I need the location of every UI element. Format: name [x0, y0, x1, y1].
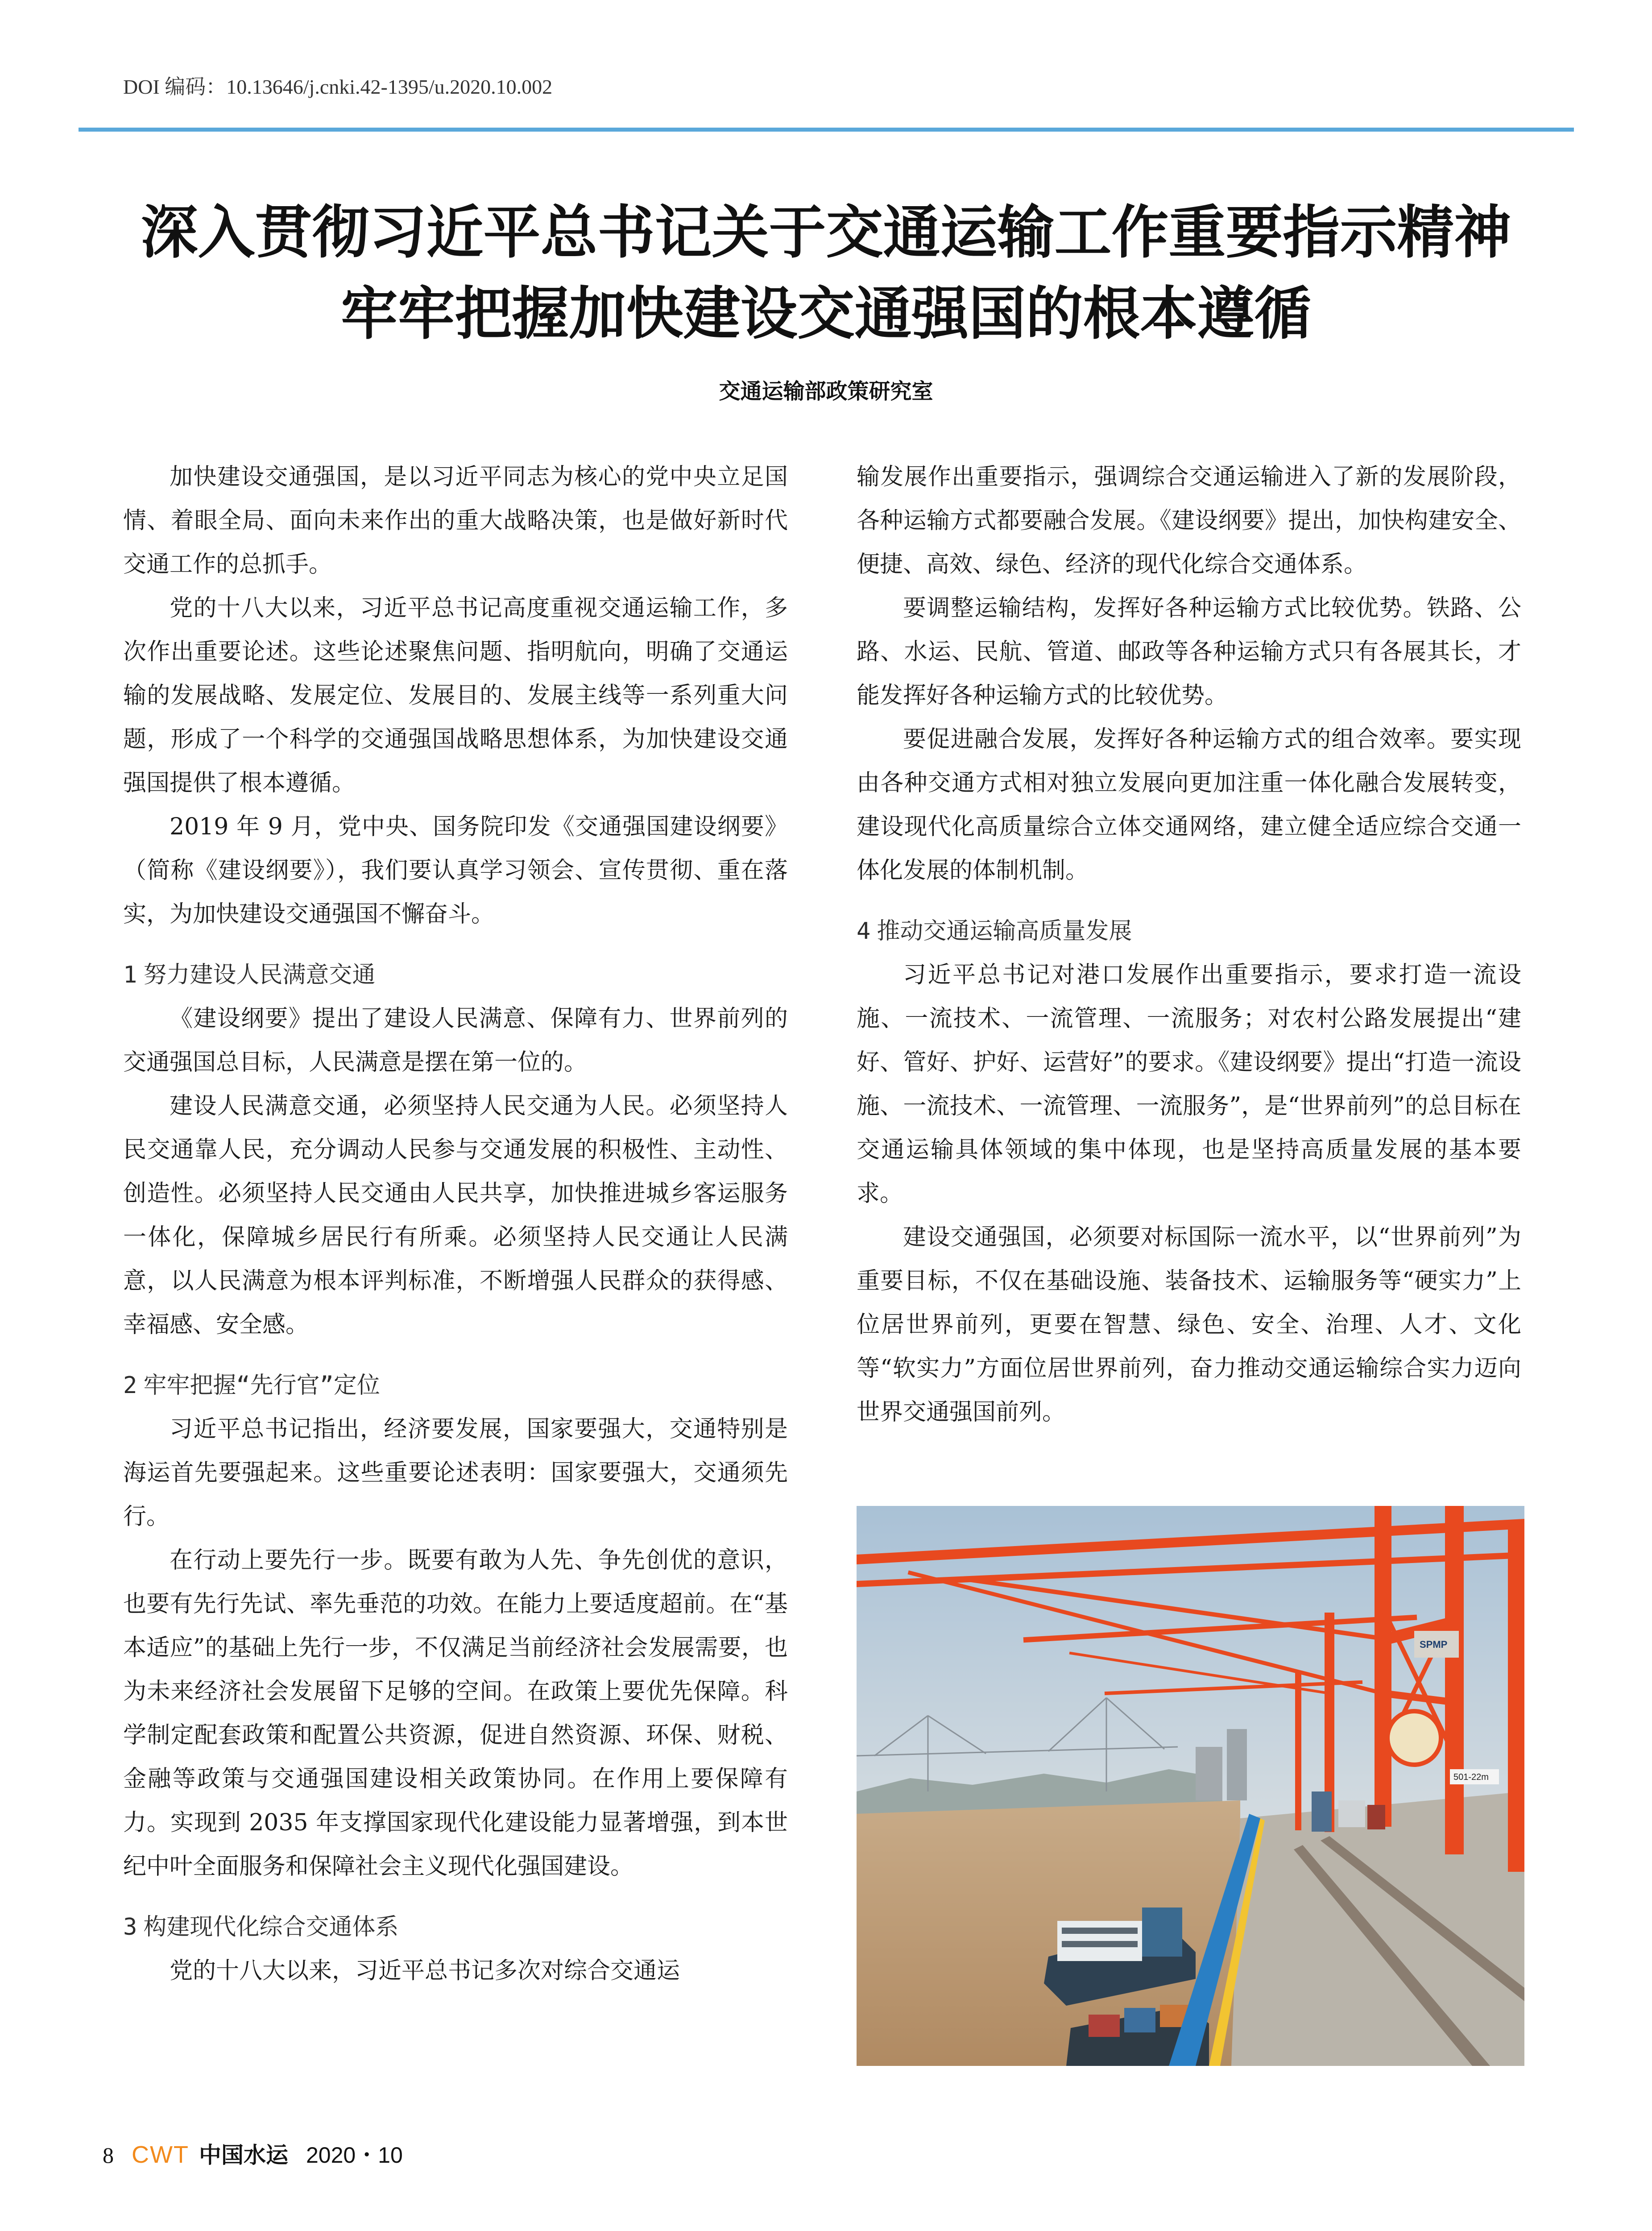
section-heading-4 [857, 909, 1521, 953]
paragraph: 建设交通强国，必须要对标国际一流水平，以“世界前列”为重要目标，不仅在基础设施、装备技术、运输服务等“硬实力”上位居世界前列，更要在智慧、绿色、安全、治理、人才、文化等“软实力”方面位居世界前列，奋力推动交通运输综合实力迈向世界交通强国前列。 [857, 1224, 1521, 1426]
section-title: 努力建设人民满意交通 [143, 962, 376, 988]
section-title: 推动交通运输高质量发展 [877, 918, 1132, 945]
left-column [123, 455, 788, 1993]
paragraph: 建设人民满意交通，必须坚持人民交通为人民。必须坚持人民交通靠人民，充分调动人民参与交通发展的积极性、主动性、创造性。必须坚持人民交通由人民共享，加快推进城乡客运服务一体化，保障城乡居民行有所乘。必须坚持人民交通让人民满意，以人民满意为根本评判标准，不断增强人民群众的获得感、幸福感、安全感。 [123, 1093, 788, 1338]
wharf-deck [1231, 1791, 1524, 2066]
container-stack [1367, 1805, 1385, 1829]
paragraph: 加快建设交通强国，是以习近平同志为核心的党中央立足国情、着眼全局、面向未来作出的重大战略决策，也是做好新时代交通工作的总抓手。 [123, 464, 788, 578]
right-column [857, 455, 1521, 1434]
magazine-name: 中国水运 [199, 2142, 288, 2168]
city-building [1227, 1729, 1247, 1800]
paragraph: 《建设纲要》提出了建设人民满意、保障有力、世界前列的交通强国总目标，人民满意是摆在第一位的。 [123, 1005, 788, 1076]
section-number: 2 [123, 1372, 137, 1399]
city-building [1196, 1747, 1222, 1800]
container-stack [1312, 1791, 1332, 1832]
cwt-logo: CWT [132, 2141, 189, 2168]
paragraph: 2019 年 9 月，党中央、国务院印发《交通强国建设纲要》（简称《建设纲要》），我们要认真学习领会、宣传贯彻、重在落实，为加快建设交通强国不懈奋斗。 [123, 813, 788, 928]
section-title: 牢牢把握“先行官”定位 [143, 1372, 380, 1399]
article-title-line-1: 深入贯彻习近平总书记关于交通运输工作重要指示精神 [141, 199, 1511, 266]
paragraph: 输发展作出重要指示，强调综合交通运输进入了新的发展阶段，各种运输方式都要融合发展。《建设纲要》提出，加快构建安全、便捷、高效、绿色、经济的现代化综合交通体系。 [857, 464, 1521, 578]
paragraph: 党的十八大以来，习近平总书记高度重视交通运输工作，多次作出重要论述。这些论述聚焦问题、指明航向，明确了交通运输的发展战略、发展定位、发展目的、发展主线等一系列重大问题，形成了一个科学的交通强国战略思想体系，为加快建设交通强国提供了根本遵循。 [123, 595, 788, 796]
paragraph: 习近平总书记对港口发展作出重要指示，要求打造一流设施、一流技术、一流管理、一流服务；对农村公路发展提出“建好、管好、护好、运营好”的要求。《建设纲要》提出“打造一流设施、一流技术、一流管理、一流服务”，是“世界前列”的总目标在交通运输具体领域的集中体现，也是坚持高质量发展的基本要求。 [857, 962, 1521, 1207]
page-footer [103, 2137, 403, 2169]
crane-number-label: 501-22m [1453, 1772, 1489, 1782]
section-heading-1 [123, 953, 788, 997]
section-heading-2 [123, 1364, 788, 1407]
page-number: 8 [103, 2143, 114, 2168]
section-title: 构建现代化综合交通体系 [143, 1914, 399, 1941]
doi-code: DOI 编码：10.13646/j.cnki.42-1395/u.2020.10.002 [123, 75, 553, 98]
section-heading-3 [123, 1905, 788, 1949]
paragraph: 要调整运输结构，发挥好各种运输方式比较优势。铁路、公路、水运、民航、管道、邮政等各种运输方式只有各展其长，才能发挥好各种运输方式的比较优势。 [857, 595, 1521, 709]
section-number: 1 [123, 962, 137, 988]
port-crane-illustration [857, 1506, 1524, 2066]
paragraph: 在行动上要先行一步。既要有敢为人先、争先创优的意识，也要有先行先试、率先垂范的功效。在能力上要适度超前。在“基本适应”的基础上先行一步，不仅满足当前经济社会发展需要，也为未来经济社会发展留下足够的空间。在政策上要优先保障。科学制定配套政策和配置公共资源，促进自然资源、环保、财税、金融等政策与交通强国建设相关政策协同。在作用上要保障有力。实现到 2035 年支撑国家现代化建设能力显著增强，到本世纪中叶全面服务和保障社会主义现代化强国建设。 [123, 1547, 788, 1880]
header-rule [79, 128, 1574, 132]
section-number: 3 [123, 1914, 137, 1941]
paragraph: 习近平总书记指出，经济要发展，国家要强大，交通特别是海运首先要强起来。这些重要论述表明：国家要强大，交通须先行。 [123, 1416, 788, 1530]
truck [1338, 1800, 1365, 1827]
article-author: 交通运输部政策研究室 [719, 379, 933, 404]
port-crane-photo [857, 1506, 1524, 2066]
cable-reel [1387, 1711, 1441, 1765]
article-title-line-2: 牢牢把握加快建设交通强国的根本遵循 [340, 280, 1312, 347]
section-number: 4 [857, 918, 871, 945]
crane-brand-label: SPMP [1420, 1639, 1448, 1650]
paragraph: 党的十八大以来，习近平总书记多次对综合交通运 [170, 1957, 680, 1984]
issue-label: 2020・10 [306, 2143, 403, 2168]
paragraph: 要促进融合发展，发挥好各种运输方式的组合效率。要实现由各种交通方式相对独立发展向更加注重一体化融合发展转变，建设现代化高质量综合立体交通网络，建立健全适应综合交通一体化发展的体制机制。 [857, 726, 1521, 884]
